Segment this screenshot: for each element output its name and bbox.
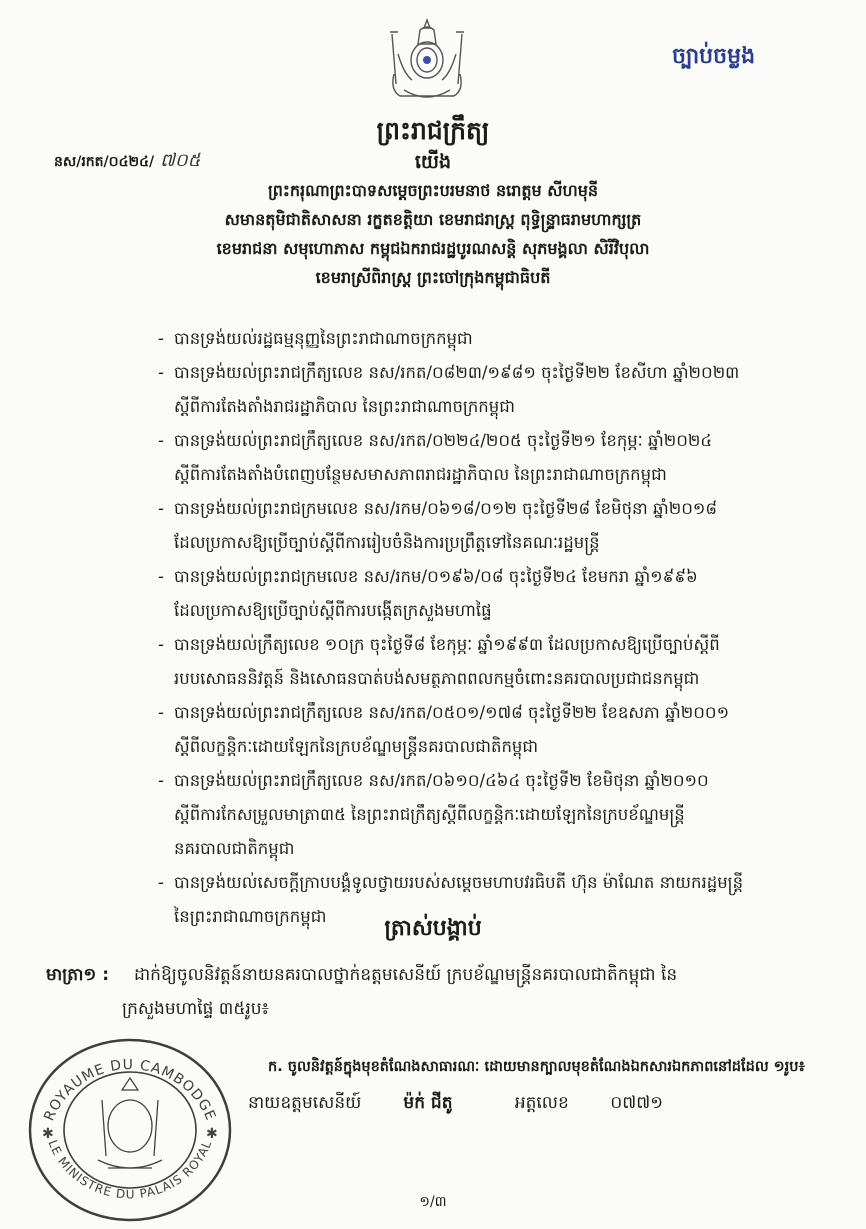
clause-line: នៃព្រះរាជាណាចក្រកម្ពុជា: [174, 907, 327, 926]
clause-line: ស្តីពីការតែងតាំងបំពេញបន្ថែមសមាសភាពរាជរដ្ឋាភិបាល នៃព្រះរាជាណាចក្រកម្ពុជា: [174, 465, 667, 484]
preamble-clause: - បានទ្រង់យល់ក្រឹត្យលេខ ១០ក្រ ចុះថ្ងៃទី៨ ខែកុម្ភៈ ឆ្នាំ១៩៩៣ ដែលប្រកាសឱ្យប្រើច្បាប់ស្តីពី របបសោធននិវត្តន៍ និងសោធនបាត់បង់សមត្ថភាពពលកម្មចំពោះនគរបាលប្រជាជនកម្ពុជា: [158, 628, 818, 696]
clause-line: បានទ្រង់យល់ព្រះរាជក្រឹត្យលេខ នស/រកត/០២២៤/២០៥ ចុះថ្ងៃទី២១ ខែកុម្ភៈ ឆ្នាំ២០២៤: [174, 431, 713, 450]
reference-prefix: នស/រកត/០៤២៤/: [54, 154, 155, 170]
clause-line: បានទ្រង់យល់រដ្ឋធម្មនុញ្ញនៃព្រះរាជាណាចក្រកម្ពុជា: [174, 329, 473, 348]
preamble-clause: - បានទ្រង់យល់ព្រះរាជក្រមលេខ នស/រកម/០១៩៦/០៨ ចុះថ្ងៃទី២៤ ខែមករា ឆ្នាំ១៩៩៦ ដែលប្រកាសឱ្យប្រើច្បាប់ស្តីពីការបង្កើតក្រសួងមហាផ្ទៃ: [158, 560, 818, 628]
article-1: [46, 958, 826, 1026]
royal-title-line: ព្រះករុណាព្រះបាទសម្តេចព្រះបរមនាថ នរោត្តម សីហមុនី: [267, 181, 599, 200]
clause-line: បានទ្រង់យល់ព្រះរាជក្រឹត្យលេខ នស/រកត/០៥០១/១៧៨ ចុះថ្ងៃទី២២ ខែឧសភា ឆ្នាំ២០០១: [174, 703, 730, 722]
preamble-clause: - បានទ្រង់យល់ព្រះរាជក្រឹត្យលេខ នស/រកត/០៨២៣/១៩៨១ ចុះថ្ងៃទី២២ ខែសីហា ឆ្នាំ២០២៣ ស្តីពីការតែងតាំងរាជរដ្ឋាភិបាល នៃព្រះរាជាណាចក្រកម្ពុជា: [158, 356, 818, 424]
clause-line: ដែលប្រកាសឱ្យប្រើច្បាប់ស្តីពីការរៀបចំនិងការប្រព្រឹត្តទៅនៃគណៈរដ្ឋមន្ត្រី: [174, 533, 600, 552]
royal-arms-emblem: [384, 14, 470, 110]
article-text-line: ដាក់ឱ្យចូលនិវត្តន៍នាយនគរបាលថ្នាក់ឧត្តមសេនីយ៍ ក្របខ័ណ្ឌមន្ត្រីនគរបាលជាតិកម្ពុជា នៃ: [134, 965, 678, 985]
we-heading: យើង: [414, 151, 452, 173]
retiree-rank: នាយឧត្តមសេនីយ៍: [248, 1093, 362, 1113]
id-number: ០៧៧១: [610, 1093, 664, 1113]
svg-text:✱: ✱: [42, 1126, 54, 1142]
svg-text:✱: ✱: [206, 1126, 218, 1142]
royal-title-line: សមានតុមិជាតិសាសនា រក្ខតខត្តិយា ខេមរាជរាស្ត្រ ពុទ្ធិន្ទ្រាធរាមហាក្សត្រ: [224, 210, 642, 229]
preamble-clause: - បានទ្រង់យល់សេចក្តីក្រាបបង្គំទូលថ្វាយរបស់សម្តេចមហាបវរធិបតី ហ៊ុន ម៉ាណែត នាយករដ្ឋមន្ត្រី នៃព្រះរាជាណាចក្រកម្ពុជា: [158, 866, 818, 934]
seal-bottom-text: LE MINISTRE DU PALAIS ROYAL: [45, 1137, 215, 1202]
article-label: មាត្រា១ :: [46, 965, 110, 985]
clause-line: បានទ្រង់យល់ព្រះរាជក្រឹត្យលេខ នស/រកត/០៨២៣/១៩៨១ ចុះថ្ងៃទី២២ ខែសីហា ឆ្នាំ២០២៣: [174, 363, 740, 382]
clause-line: បានទ្រង់យល់ព្រះរាជក្រឹត្យលេខ នស/រកត/០៦១០/៤៦៤ ចុះថ្ងៃទី២ ខែមិថុនា ឆ្នាំ២០១០: [174, 771, 709, 790]
clause-line: បានទ្រង់យល់ព្រះរាជក្រមលេខ នស/រកម/០១៩៦/០៨ ចុះថ្ងៃទី២៤ ខែមករា ឆ្នាំ១៩៩៦: [174, 567, 698, 586]
preamble-clause: - បានទ្រង់យល់ព្រះរាជក្រមលេខ នស/រកម/០៦១៨/០១២ ចុះថ្ងៃទី២៨ ខែមិថុនា ឆ្នាំ២០១៨ ដែលប្រកាសឱ្យប្រើច្បាប់ស្តីពីការរៀបចំនិងការប្រព្រឹត្តទៅនៃគណៈរដ្ឋមន្ត្រី: [158, 492, 818, 560]
document-title: ព្រះរាជក្រឹត្យ: [376, 116, 490, 145]
article-text-line: ក្រសួងមហាផ្ទៃ ៣៥រូប៖: [122, 999, 270, 1019]
clause-line: បានទ្រង់យល់ព្រះរាជក្រមលេខ នស/រកម/០៦១៨/០១២ ចុះថ្ងៃទី២៨ ខែមិថុនា ឆ្នាំ២០១៨: [174, 499, 718, 518]
page-number: ១/៣: [419, 1194, 447, 1210]
clause-line: បានទ្រង់យល់ក្រឹត្យលេខ ១០ក្រ ចុះថ្ងៃទី៨ ខែកុម្ភៈ ឆ្នាំ១៩៩៣ ដែលប្រកាសឱ្យប្រើច្បាប់ស្តីពី: [174, 635, 720, 654]
clause-line: របបសោធននិវត្តន៍ និងសោធនបាត់បង់សមត្ថភាពពលកម្មចំពោះនគរបាលប្រជាជនកម្ពុជា: [174, 669, 700, 688]
royal-title-line: ខេមរាស្រីពិរាស្ត្រ ព្រះចៅក្រុងកម្ពុជាធិបតី: [315, 268, 551, 287]
certified-copy-mark: ច្បាប់ចម្លង: [672, 44, 756, 69]
seal-top-text: ROYAUME DU CAMBODGE: [41, 1057, 219, 1124]
royal-title-line: ខេមរាជនា សមុហោភាស កម្ពុជឯករាជរដ្ឋបូរណសន្តិ សុភមង្គលា សិរីវិបុលា: [216, 239, 650, 258]
handwritten-number: ៧០៥: [160, 150, 201, 171]
preamble-clause: - បានទ្រង់យល់រដ្ឋធម្មនុញ្ញនៃព្រះរាជាណាចក្រកម្ពុជា: [158, 322, 818, 356]
clause-line: ស្តីពីការតែងតាំងរាជរដ្ឋាភិបាល នៃព្រះរាជាណាចក្រកម្ពុជា: [174, 397, 515, 416]
preamble-clause: - បានទ្រង់យល់ព្រះរាជក្រឹត្យលេខ នស/រកត/០២២៤/២០៥ ចុះថ្ងៃទី២១ ខែកុម្ភៈ ឆ្នាំ២០២៤ ស្តីពីការតែងតាំងបំពេញបន្ថែមសមាសភាពរាជរដ្ឋាភិបាល នៃព្រះរាជាណាចក្រកម្ពុជា: [158, 424, 818, 492]
decree-heading: ត្រាស់បង្គាប់: [384, 916, 482, 941]
clause-line: ស្តីពីការកែសម្រួលមាត្រា៣៥ នៃព្រះរាជក្រឹត្យស្តីពីលក្ខន្តិកៈដោយឡែកនៃក្របខ័ណ្ឌមន្ត្រី: [174, 805, 685, 824]
clause-line: ដែលប្រកាសឱ្យប្រើច្បាប់ស្តីពីការបង្កើតក្រសួងមហាផ្ទៃ: [174, 601, 492, 620]
clause-line: នគរបាលជាតិកម្ពុជា: [174, 839, 295, 858]
royal-titles: [0, 176, 866, 292]
clause-line: បានទ្រង់យល់សេចក្តីក្រាបបង្គំទូលថ្វាយរបស់សម្តេចមហាបវរធិបតី ហ៊ុន ម៉ាណែត នាយករដ្ឋមន្ត្រី: [174, 873, 744, 892]
retiree-name: ម៉ក់ ជីតូ: [403, 1093, 453, 1113]
sub-section-heading: ក. ចូលនិវត្តន៍ក្នុងមុខតំណែងសាធារណៈ ដោយមានក្បាលមុខតំណែងឯកសារឯកភាពនៅដដែល ១រូប៖: [268, 1059, 805, 1075]
preamble-clause: - បានទ្រង់យល់ព្រះរាជក្រឹត្យលេខ នស/រកត/០៦១០/៤៦៤ ចុះថ្ងៃទី២ ខែមិថុនា ឆ្នាំ២០១០ ស្តីពីការកែសម្រួលមាត្រា៣៥ នៃព្រះរាជក្រឹត្យស្តីពីលក្ខន្តិកៈដោយឡែកនៃក្របខ័ណ្ឌមន្ត្រី នគរបាលជាតិកម្ពុជា: [158, 764, 818, 866]
clause-line: ស្តីពីលក្ខន្តិកៈដោយឡែកនៃក្របខ័ណ្ឌមន្ត្រីនគរបាលជាតិកម្ពុជា: [174, 737, 539, 756]
retiree-entry: [248, 1092, 663, 1117]
id-label: អត្តលេខ: [514, 1093, 569, 1113]
preamble-clauses: [158, 322, 818, 934]
preamble-clause: - បានទ្រង់យល់ព្រះរាជក្រឹត្យលេខ នស/រកត/០៥០១/១៧៨ ចុះថ្ងៃទី២២ ខែឧសភា ឆ្នាំ២០០១ ស្តីពីលក្ខន្តិកៈដោយឡែកនៃក្របខ័ណ្ឌមន្ត្រីនគរបាលជាតិកម្ពុជា: [158, 696, 818, 764]
